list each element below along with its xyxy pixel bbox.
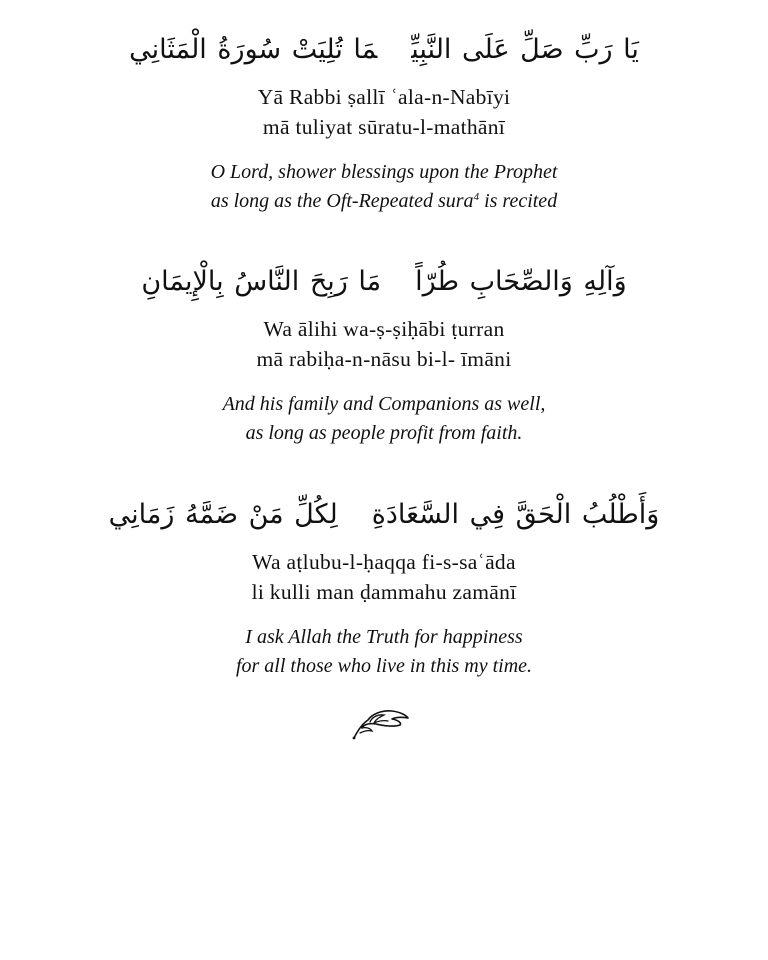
transliteration xyxy=(0,82,768,142)
translation xyxy=(0,623,768,681)
translation xyxy=(0,390,768,448)
arabic-hemistich-2: مَا تُلِيَتْ سُورَةُ الْمَثَانِي xyxy=(129,34,378,65)
translation-line-2-tail: is recited xyxy=(479,190,558,212)
translation xyxy=(0,158,768,216)
flourish-ornament-icon xyxy=(348,700,412,744)
arabic-verse xyxy=(0,495,768,535)
transliteration-line-2: li kulli man ḍammahu zamānī xyxy=(251,580,517,604)
arabic-hemistich-1: وَآلِهِ وَالصِّحَابِ طُرّاً xyxy=(415,266,627,297)
transliteration-line-1: Wa aṭlubu-l-ḥaqqa fi-s-saʿāda xyxy=(252,550,516,574)
transliteration-line-2: mā rabiḥa-n-nāsu bi-l- īmāni xyxy=(256,347,512,371)
transliteration xyxy=(0,314,768,374)
verse-stanza-2 xyxy=(0,262,768,448)
verse-stanza-1 xyxy=(0,30,768,216)
translation-line-2: as long as people profit from faith. xyxy=(245,422,523,444)
footnote-marker: 4 xyxy=(473,191,480,203)
verse-stanza-3 xyxy=(0,495,768,681)
translation-line-1: And his family and Companions as well, xyxy=(222,393,546,415)
transliteration-line-1: Yā Rabbi ṣallī ʿala-n-Nabīyi xyxy=(257,85,511,109)
arabic-hemistich-2: مَا رَبِحَ النَّاسُ بِالْإِيمَانِ xyxy=(141,266,382,297)
arabic-hemistich-1: يَا رَبِّ صَلِّ عَلَى النَّبِيِّ xyxy=(411,34,639,65)
translation-line-1: I ask Allah the Truth for happiness xyxy=(245,626,523,648)
translation-line-1: O Lord, shower blessings upon the Prophet xyxy=(210,161,558,183)
arabic-hemistich-2: لِكُلِّ مَنْ ضَمَّهُ زَمَانِي xyxy=(108,499,338,530)
transliteration xyxy=(0,547,768,607)
translation-line-2 xyxy=(0,187,768,216)
translation-line-2: for all those who live in this my time. xyxy=(235,655,533,677)
transliteration-line-2: mā tuliyat sūratu-l-mathānī xyxy=(262,115,506,139)
transliteration-line-1: Wa ālihi wa-ṣ-ṣiḥābi ṭurran xyxy=(263,317,505,341)
translation-line-2-text: as long as the Oft-Repeated sura xyxy=(210,190,474,212)
arabic-hemistich-1: وَأَطْلُبُ الْحَقَّ فِي السَّعَادَةِ xyxy=(371,499,660,530)
arabic-verse xyxy=(0,262,768,302)
arabic-verse xyxy=(0,30,768,70)
